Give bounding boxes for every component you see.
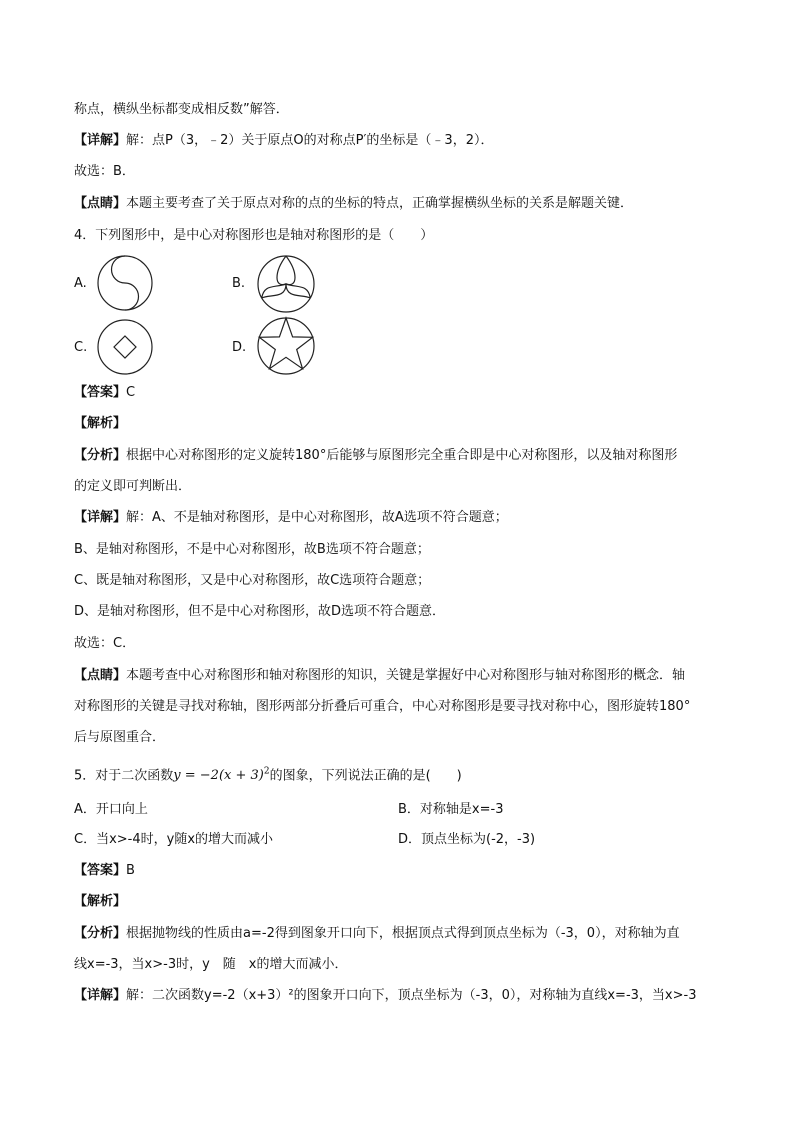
option-b-label: B. <box>232 276 246 291</box>
question-5 <box>74 762 462 786</box>
xj4-line-1 <box>74 508 508 528</box>
q5-option-d: D．顶点坐标为(-2，-3) <box>398 832 536 847</box>
detail-text: 解：点P（3，﹣2）关于原点O的对称点P′的坐标是（﹣3，2）． <box>126 133 494 148</box>
circle-diamond-figure <box>96 318 154 376</box>
analysis-4: 【解析】 <box>74 416 127 431</box>
fx4-line-2: 的定义即可判断出． <box>74 479 192 494</box>
question-4: 4．下列图形中，是中心对称图形也是轴对称图形的是（ ） <box>74 228 434 243</box>
dj4-line-1 <box>74 666 685 686</box>
answer-value: C <box>126 385 136 400</box>
xj4-text: 解：A、不是轴对称图形，是中心对称图形，故A选项不符合题意； <box>126 510 508 525</box>
q5-formula-base: y = −2(x + 3) <box>173 768 264 784</box>
dj4-tag: 【点睛】 <box>74 668 127 683</box>
yin-yang-figure <box>96 254 154 312</box>
fx5-line-1 <box>74 924 680 944</box>
dj4-text: 本题考查中心对称图形和轴对称图形的知识，关键是掌握好中心对称图形与轴对称图形的概念．轴 <box>126 668 686 683</box>
option-c-label: C. <box>74 340 88 355</box>
q5-option-b: B．对称轴是x=-3 <box>398 802 504 817</box>
option-d-label: D. <box>232 340 247 355</box>
remark-text: 本题主要考查了关于原点对称的点的坐标的特点，正确掌握横纵坐标的关系是解题关键． <box>126 196 634 211</box>
q5-pre: 5．对于二次函数 <box>74 768 174 784</box>
fx5-line-2: 线x=-3，当x>-3时，y 随 x的增大而减小． <box>74 957 348 972</box>
text-line-1: 称点，横纵坐标都变成相反数”解答． <box>74 102 289 117</box>
xj4-line-2: B、是轴对称图形，不是中心对称图形，故B选项不符合题意； <box>74 542 430 557</box>
detail-line <box>74 131 493 151</box>
answer-5 <box>74 861 135 881</box>
q5-formula <box>173 768 269 783</box>
trefoil-figure <box>256 254 316 314</box>
xj4-line-3: C、既是轴对称图形，又是中心对称图形，故C选项符合题意； <box>74 573 431 588</box>
analysis-5: 【解析】 <box>74 894 127 909</box>
xj5-text: 解：二次函数y=-2（x+3）²的图象开口向下，顶点坐标为（-3，0），对称轴为直线x=-3，当x>-3 <box>126 988 697 1003</box>
xj5-tag: 【详解】 <box>74 988 127 1003</box>
choose-line: 故选：B． <box>74 164 135 179</box>
xj4-line-4: D、是轴对称图形，但不是中心对称图形，故D选项不符合题意． <box>74 604 446 619</box>
gx4-line: 故选：C． <box>74 636 136 651</box>
answer5-tag: 【答案】 <box>74 863 127 878</box>
fx4-line-1 <box>74 446 677 466</box>
fx5-text: 根据抛物线的性质由a=-2得到图象开口向下，根据顶点式得到顶点坐标为（-3，0），对称轴为直 <box>126 926 680 941</box>
q5-option-c: C．当x>-4时，y随x的增大而减小 <box>74 832 274 847</box>
xj5-line-1 <box>74 986 696 1006</box>
fx4-tag: 【分析】 <box>74 448 127 463</box>
answer-tag: 【答案】 <box>74 385 127 400</box>
remark-tag: 【点睛】 <box>74 196 127 211</box>
q5-formula-exp: 2 <box>263 767 270 777</box>
dj4-line-3: 后与原图重合． <box>74 730 166 745</box>
answer5-value: B <box>126 863 135 878</box>
answer-4 <box>74 383 135 403</box>
detail-tag: 【详解】 <box>74 133 127 148</box>
circle-star-figure <box>256 316 316 376</box>
dj4-line-2: 对称图形的关键是寻找对称轴，图形两部分折叠后可重合，中心对称图形是要寻找对称中心，图形旋转180° <box>74 699 691 714</box>
fx5-tag: 【分析】 <box>74 926 127 941</box>
xj4-tag: 【详解】 <box>74 510 127 525</box>
q5-post: 的图象，下列说法正确的是( ) <box>269 768 462 784</box>
remark-line <box>74 194 633 214</box>
q5-option-a: A．开口向上 <box>74 802 148 817</box>
fx4-text: 根据中心对称图形的定义旋转180°后能够与原图形完全重合即是中心对称图形，以及轴对称图形 <box>126 448 678 463</box>
option-a-label: A. <box>74 276 87 291</box>
